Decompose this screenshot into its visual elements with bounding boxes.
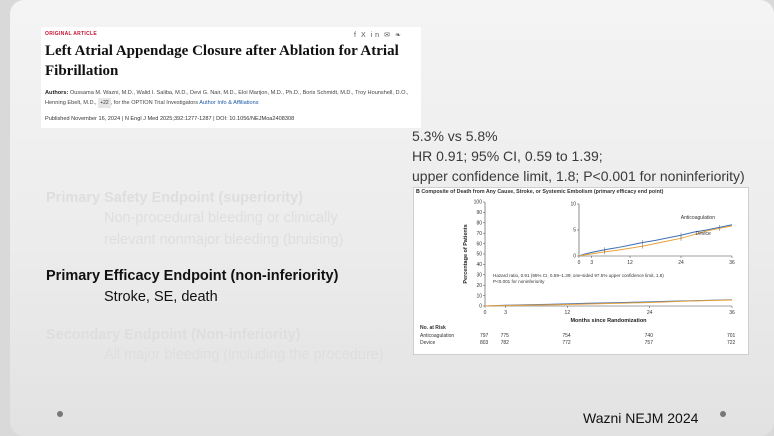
mail-icon[interactable]: ✉ (384, 32, 393, 39)
inset-x-tick-label: 24 (678, 260, 684, 266)
y-tick-label: 100 (473, 199, 482, 206)
stats-line-2: HR 0.91; 95% CI, 0.59 to 1.39; (412, 148, 603, 164)
inset-y-tick-label: 10 (570, 201, 576, 208)
annotation-hazard: Hazard ratio, 0.91 (95% CI, 0.59–1.39; one-sided 97.5% upper confidence limit, 1.8) (493, 272, 664, 278)
y-tick-label: 0 (479, 303, 482, 310)
risk-value: 775 (500, 333, 509, 339)
linkedin-icon[interactable]: in (370, 32, 383, 39)
x-axis-label: Months since Randomization (570, 318, 647, 324)
x-tick-label: 36 (729, 310, 735, 316)
inset-x-tick-label: 0 (577, 260, 581, 266)
risk-table-title: No. at Risk (420, 325, 446, 331)
risk-value: 782 (500, 340, 509, 346)
stats-line-3: upper confidence limit, 1.8; P<0.001 for noninferiority) (412, 168, 745, 184)
risk-value: 722 (727, 340, 736, 346)
y-tick-label: 30 (476, 272, 482, 279)
inset-x-tick-label: 3 (590, 260, 594, 266)
risk-value: 803 (480, 340, 489, 346)
safety-endpoint-desc-2: relevant nonmajor bleeding (bruising) (104, 232, 344, 248)
figure-title-text: Composite of Death from Any Cause, Stroke, or Systemic Embolism (primary efficacy end point) (421, 189, 664, 195)
risk-value: 772 (562, 340, 571, 346)
stats-line-1: 5.3% vs 5.8% (412, 128, 498, 144)
efficacy-endpoint-desc: Stroke, SE, death (104, 289, 218, 305)
article-kicker: ORIGINAL ARTICLE (45, 31, 98, 37)
y-tick-label: 10 (476, 293, 482, 300)
more-authors-button[interactable]: +22 (100, 100, 109, 106)
citation: Wazni NEJM 2024 (583, 410, 699, 426)
legend-device: Device (695, 230, 711, 237)
y-tick-label: 40 (476, 262, 482, 269)
bluesky-icon[interactable]: ❧ (394, 32, 404, 39)
inset-y-tick-label: 5 (573, 227, 576, 234)
risk-row-label: Anticoagulation (420, 333, 455, 339)
y-tick-label: 50 (476, 251, 482, 258)
y-tick-label: 80 (476, 220, 482, 227)
risk-value: 754 (562, 333, 571, 339)
x-tick-label: 0 (483, 310, 487, 316)
km-chart-svg (414, 188, 748, 354)
secondary-endpoint-title: Secondary Endpoint (Non-inferiority) (46, 327, 301, 343)
y-axis-label: Percentage of Patients (463, 224, 469, 284)
risk-value: 740 (644, 333, 653, 339)
y-tick-label: 60 (476, 241, 482, 248)
facebook-icon[interactable]: f (354, 32, 359, 39)
publication-info: Published November 16, 2024 | N Engl J Med 2025;392:1277-1287 | DOI: 10.1056/NEJMoa2408308 (45, 116, 295, 122)
article-title: Left Atrial Appendage Closure after Ablation for Atrial Fibrillation (45, 43, 399, 79)
annotation-p: P<0.001 for noninferiority (493, 278, 545, 284)
x-icon[interactable]: X (360, 32, 369, 39)
investigators-text: , for the OPTION Trial Investigators (110, 100, 199, 106)
safety-endpoint-desc-1: Non-procedural bleeding or clinically (104, 210, 338, 226)
legend-anticoagulation: Anticoagulation (680, 214, 715, 221)
figure-title (416, 189, 663, 195)
risk-value: 701 (727, 333, 736, 339)
result-stats (412, 126, 745, 186)
km-figure (413, 187, 749, 355)
risk-value: 797 (480, 333, 489, 339)
inset-x-tick-label: 36 (729, 260, 735, 266)
y-tick-label: 20 (476, 282, 482, 289)
authors-label: Authors: (45, 90, 69, 96)
figure-panel-letter: B (416, 189, 420, 195)
author-info-link[interactable]: Author Info & Affiliations (199, 100, 259, 106)
risk-row-label: Device (420, 340, 436, 346)
x-tick-label: 3 (504, 310, 507, 316)
safety-endpoint-title: Primary Safety Endpoint (superiority) (46, 190, 304, 206)
share-icons (354, 31, 406, 39)
slide-dot-left (57, 411, 63, 417)
article-authors (45, 88, 419, 108)
efficacy-endpoint-title: Primary Efficacy Endpoint (non-inferiority) (46, 268, 339, 284)
slide (10, 0, 774, 436)
x-tick-label: 12 (564, 310, 571, 316)
slide-dot-right (720, 411, 726, 417)
secondary-endpoint-desc: All major bleeding (including the procedure) (104, 347, 384, 363)
article-header-screenshot (41, 27, 421, 128)
risk-value: 757 (644, 340, 653, 346)
y-tick-label: 70 (476, 230, 482, 237)
y-tick-label: 90 (476, 210, 482, 217)
inset-x-tick-label: 12 (627, 260, 633, 266)
x-tick-label: 24 (646, 310, 653, 316)
inset-y-tick-label: 0 (573, 253, 576, 260)
authors-list: Oussama M. Wazni, M.D., Walid I. Saliba, M.D., Devi G. Nair, M.D., Eloi Marijon, M.D., Ph.D., Boris Schmidt, M.D., Troy Hounshell, D.O., Henning Ebelt, M.D., (45, 90, 409, 106)
